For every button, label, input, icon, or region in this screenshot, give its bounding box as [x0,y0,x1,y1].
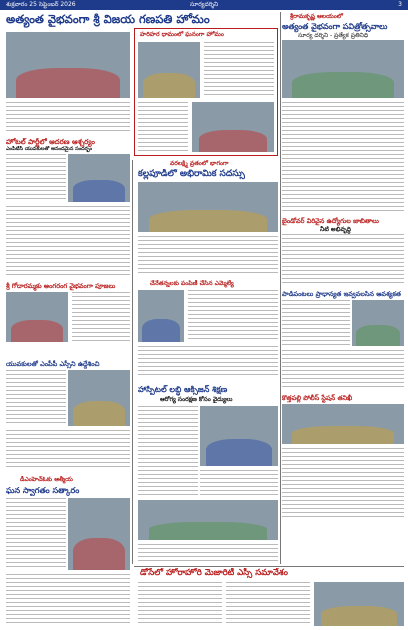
issue-date: శుక్రవారం 25 సెప్టెంబర్ 2026 [6,1,76,8]
jobs-story-headline: బైండోవర్ విరివైన ఉద్యోగుల జాబితాలు [282,217,379,225]
bottom-center-body [138,544,278,564]
hospital-story-body-2 [200,470,278,496]
bottom-center-photo [138,500,278,540]
page-number: 3 [398,1,402,8]
police-station-photo [282,404,404,444]
right-story-kicker: శ్రీరామకృష్ణ ఆలయంలో [290,13,343,20]
center-story-sub: చేనేతన్నలకు పంపిణీ చేసిన ఎమ్మెల్యే [150,280,234,287]
homam-box-body-2 [138,102,188,152]
sadassu-photo [138,182,278,232]
welcome-story-body-2 [6,574,130,626]
hotel-story-sub: ఎంపీటీసీ యువకులతో ఆనందమైన సందర్భం [6,146,92,152]
hospital-story-body [138,406,198,496]
godaramma-photo [6,292,68,342]
main-story-body [6,102,130,134]
police-story-body [282,448,404,518]
felicitation-photo [68,498,130,570]
mla-story-body [188,290,278,342]
paddy-field-photo [352,300,404,346]
bottom-band-photo [314,582,404,626]
right-story-body [282,102,404,214]
right-story-byline: సూర్య దర్శిని - ప్రత్యేక ప్రతినిధి [298,32,369,39]
welcome-story-headline: ఘన స్వాగతం సత్కారం [6,485,80,495]
bottom-band-rule [134,566,404,567]
jobs-story-body [282,234,404,286]
page-header-bar [0,0,408,10]
temple-festival-photo [282,40,404,98]
center-story-kicker: వరలక్ష్మి వ్రతంలో భాగంగా [170,160,229,167]
hotel-story-headline: హోటల్ పార్టీలో ఆదరణ ఆశ్చర్యం [6,137,95,146]
temple-story-body [72,292,130,342]
youth-story-body-2 [6,430,130,470]
mla-portrait [138,290,184,342]
bottom-band-body-2 [226,582,310,626]
youth-meeting-photo [68,370,130,426]
column-rule-left [132,160,133,564]
main-headline: అత్యంత వైభవంగా శ్రీ విజయ గణపతి హోమం [6,12,210,26]
homam-ritual-photo [192,102,274,152]
right-story-headline: అత్యంత వైభవంగా పవిత్రోత్సవాలు [282,21,388,31]
temple-story-headline: శ్రీ గోదారమ్మకు అంగరంగ వైభవంగా పూజలు [6,282,116,290]
paddy-story-headline: పాడిపంటలు ప్రాధాన్యత ఇవ్వవలసిన ఆవశ్యకత [282,290,401,298]
hotel-story-body-2 [6,206,130,278]
homam-group-photo [6,32,130,98]
welcome-story-body [6,498,66,570]
hospital-story-headline: హాస్పిటల్ లబ్ధి ఆక్సిజన్ శిక్షణ [138,384,228,394]
youth-story-headline: యువకులతో ఎంపీపీ ఎస్సీని ఉద్దేశించి [6,360,100,368]
priest-photo [138,42,200,98]
hospital-training-photo [200,406,278,466]
center-story-body [138,236,278,276]
masthead: సూర్యదర్శిని [190,1,219,8]
center-story-headline: కల్లపూడిలో అభిరామిక సదస్సు [138,169,245,179]
paddy-story-body-2 [282,350,404,390]
police-story-headline: కొత్తపల్లి పోలీస్ స్టేషన్ తనిఖీ [282,394,353,402]
hotel-party-photo [68,154,130,202]
column-rule-right [280,12,281,564]
hotel-story-body [6,154,66,202]
youth-story-body [6,370,66,426]
welcome-story-kicker: డీఎంహెచ్ఓకు ఆత్మీయ [20,476,73,483]
bottom-band-body-1 [138,582,222,626]
jobs-story-sub: నీటి అభివృద్ధి [320,226,351,233]
paddy-story-body [282,300,350,346]
mla-story-body-2 [138,346,278,376]
hospital-story-sub: ఆరోగ్య సంరక్షణ కోసం వైద్యులు [160,396,233,403]
bottom-band-headline: డోసేలో హోరాహోరి మెజారిటీ ఎస్సీ సమావేశం [140,568,288,578]
homam-box-title: హరిహర ధామంలో ఘనంగా హోమం [140,31,224,38]
homam-box-body-1 [204,42,274,98]
